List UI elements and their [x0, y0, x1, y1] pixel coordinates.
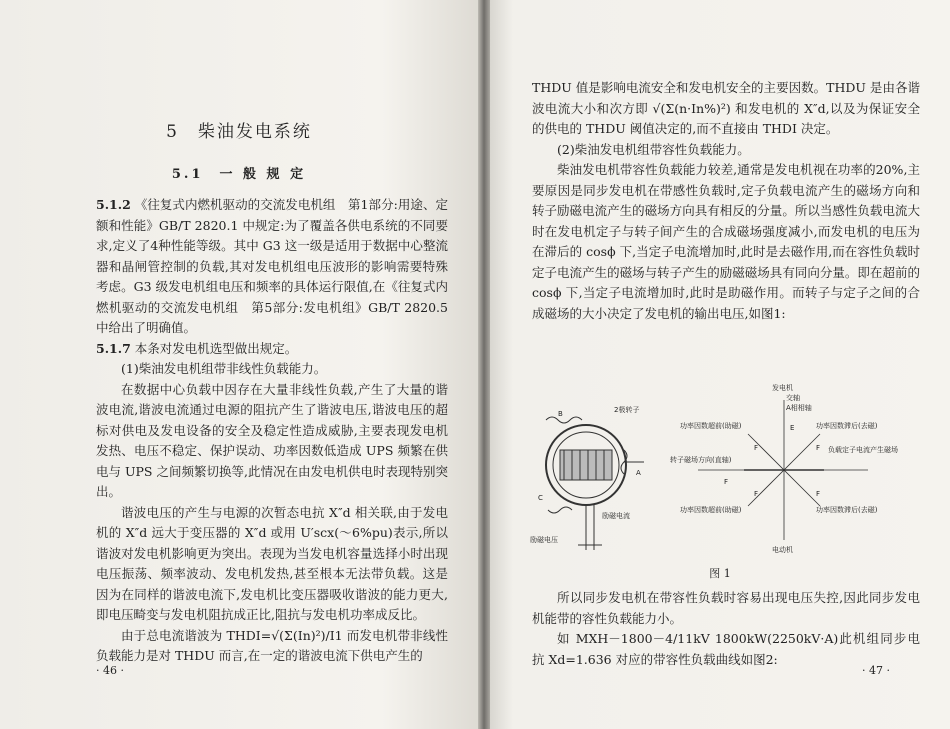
figure-1-generator-diagram [528, 380, 928, 560]
paragraph-d: 如 MXH－1800－4/11kV 1800kW(2250kV·A)此机组同步电抗 Xd=1.636 对应的带容性负载曲线如图2: [532, 631, 920, 667]
page-number-right: · 47 · [862, 664, 890, 677]
phasor-Fr-lower: F [754, 490, 759, 498]
chapter-title: 5 柴油发电系统 [166, 122, 312, 142]
book-gutter [478, 0, 490, 729]
phasor-diagram [698, 400, 868, 540]
clause-512-text: 《往复式内燃机驱动的交流发电机组 第1部分:用途、定额和性能》GB/T 2820.1 中规定:为了覆盖各供电系统的不同要求,定义了4种性能等级。其中 G3 这一级是适用于数据中心整流器和晶闸管控制的负载,其对发电机组电压波形的影响需要特殊考虑。G3 级发电机组电压和频率的具体运行限值,在《往复式内燃机驱动的交流发电机组 第5部分:发电机组》GB/T 2820.5 中给出了明确值。 [96, 197, 448, 335]
stator-field-label: 负载定子电流产生磁场 [828, 446, 898, 454]
paragraph-b: 柴油发电机带容性负载能力较差,通常是发电机视在功率的20%,主要原因是同步发电机在带感性负载时,定子负载电流产生的磁场方向和转子励磁电流产生的磁场方向具有相反的分量。所以当感性负载电流大时在发电机定子与转子间产生的合成磁场强度减小,而发电机的电压为在滞后的 cosϕ 下,当定子电流增加时,此时是去磁作用,而在容性负载时定子电流产生的磁场与转子产生的励磁磁场具有同向分量。即在超前的 cosϕ 下,当定子电流增加时,此时是助磁作用。而转子与定子之间的合成磁场的大小决定了发电机的输出电压,如图1: [532, 162, 920, 321]
right-body-bottom [532, 588, 920, 670]
label-A: A [636, 469, 641, 477]
page-number-left: · 46 · [96, 664, 124, 677]
item-1: (1)柴油发电机组带非线性负载能力。 [121, 361, 327, 376]
phasor-Fa-upper: F [754, 444, 759, 452]
clause-517 [96, 339, 448, 360]
figure-caption: 图 1 [709, 567, 731, 580]
label-B: B [558, 410, 563, 418]
item-2: (2)柴油发电机组带容性负载能力。 [557, 141, 750, 157]
paragraph-a: THDU 值是影响电流安全和发电机安全的主要因数。THDU 是由各谐波电流大小和次方即 √(Σ(n·In%)²) 和发电机的 X″d,以及为保证安全的供电的 THDU 阈值决定的,而不直接由 THDI 决定。 [532, 80, 920, 136]
right-body-top [532, 78, 920, 324]
machine-drawing [546, 417, 644, 550]
pf-lead-bottom-label: 功率因数超前(助磁) [680, 506, 742, 514]
section-title: 5.1 一 般 规 定 [171, 167, 307, 182]
pf-lead-top-label: 功率因数超前(助磁) [680, 422, 742, 430]
label-C: C [538, 494, 543, 502]
pf-lag-top-label: 功率因数滞后(去磁) [816, 422, 878, 430]
phasor-Eq: E [790, 424, 795, 432]
excitation-current-label: 励磁电流 [602, 512, 630, 520]
phasor-Fa-right: F [816, 444, 821, 452]
motor-label: 电动机 [772, 546, 793, 554]
clause-517-number: 5.1.7 [96, 340, 131, 356]
clause-512 [96, 195, 448, 339]
right-page [490, 0, 950, 729]
a-phase-axis-label: A相相轴 [786, 404, 812, 412]
pf-lag-bottom-label: 功率因数滞后(去磁) [816, 506, 878, 514]
paragraph-1: 在数据中心负载中因存在大量非线性负载,产生了大量的谐波电流,谐波电流通过电源的阻抗产生了谐波电压,谐波电压的超标对供电及发电设备的安全及稳定性造成威胁,主要表现发电机发热、电压不稳定、保护误动、功率因数低造成 UPS 频繁在供电与 UPS 之间频繁切换等,此情况在由发电机供电时表现特别突出。 [96, 381, 448, 499]
phasor-Fr-right: F [816, 490, 821, 498]
clause-512-number: 5.1.2 [96, 197, 131, 212]
paragraph-3: 由于总电流谐波为 THDI=√(Σ(In)²)/I1 而发电机带非线性负载能力是对 THDU 而言,在一定的谐波电流下供电产生的 [96, 627, 448, 663]
left-body [96, 195, 448, 667]
clause-517-text: 本条对发电机选型做出规定。 [134, 340, 298, 356]
d-axis-label: 交轴 [786, 394, 800, 402]
paragraph-c: 所以同步发电机在带容性负载时容易出现电压失控,因此同步发电机能带的容性负载能力小。 [532, 590, 920, 626]
excitation-voltage-label: 励磁电压 [530, 536, 558, 544]
generator-label: 发电机 [772, 384, 793, 392]
paragraph-2: 谐波电压的产生与电源的次暂态电抗 X″d 相关联,由于发电机的 X″d 远大于变压器的 X″d 或用 U′scx(～6%pu)表示,所以谐波对发电机影响更为突出。表现为当发电机容量选择小时出现电压振荡、频率波动、发电机发热,甚至根本无法带负载。这是因为在同样的谐波电流下,发电机比变压器吸收谐波的能力更大,即电压畸变与发电机阻抗成正比,阻抗与发电机功率成反比。 [96, 504, 448, 622]
rotor-field-direction-label: 转子磁场方向(直轴) [670, 456, 732, 464]
rotor-label: 2极转子 [614, 406, 640, 414]
phasor-Ff: F [724, 478, 729, 486]
